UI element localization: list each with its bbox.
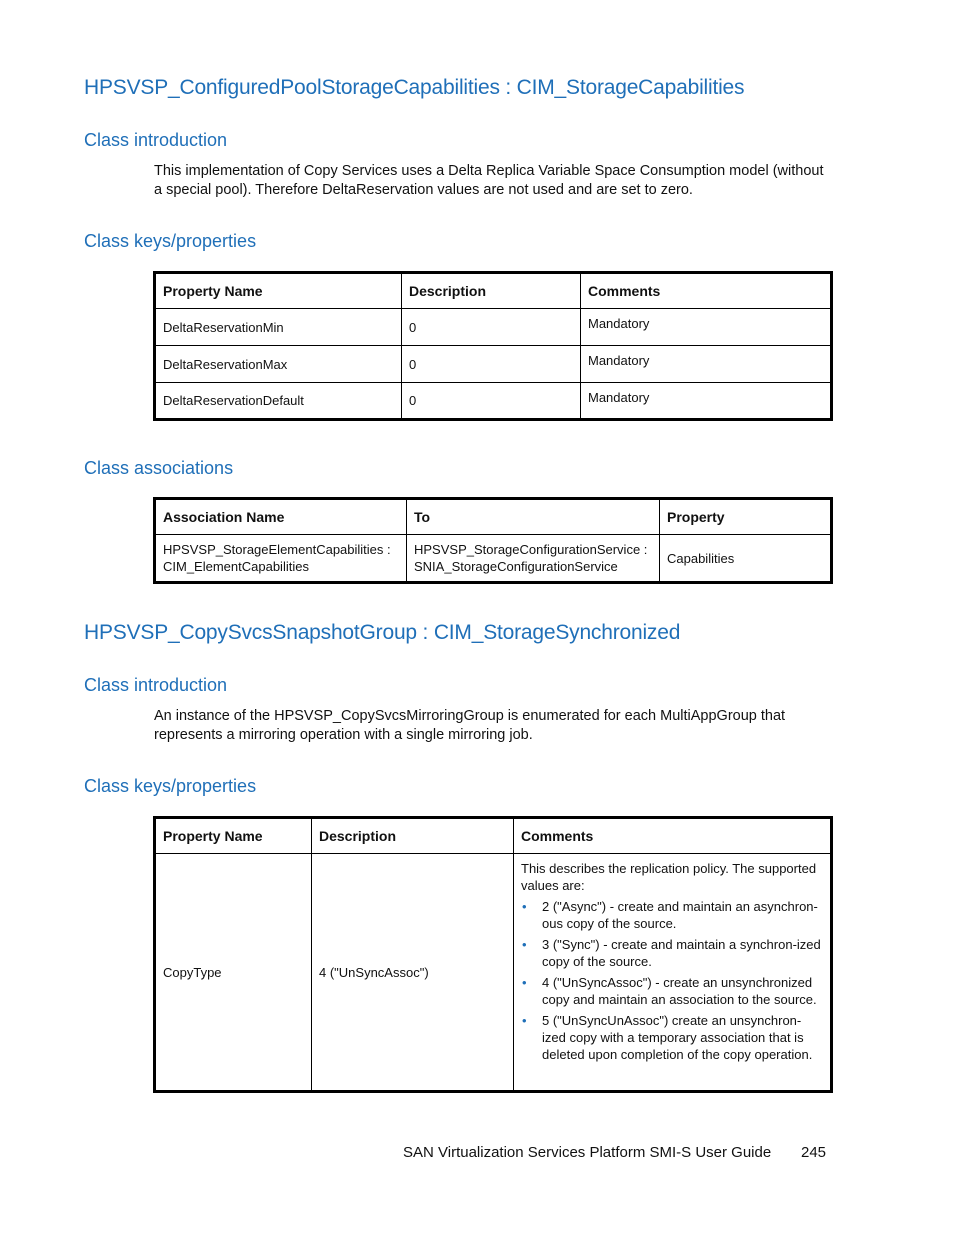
header-to: To	[407, 499, 660, 535]
table-row	[155, 383, 832, 420]
footer-page-number: 245	[801, 1144, 827, 1161]
list-item: • 5 ("UnSyncUnAssoc") create an unsynchron-ized copy with a temporary association that is deleted upon completion of the copy operation.	[522, 1013, 813, 1062]
property-cell: Capabilities	[660, 535, 832, 583]
property-name-cell: DeltaReservationMin	[155, 309, 402, 346]
bullet-icon: •	[522, 937, 527, 952]
header-description: Description	[402, 273, 581, 309]
header-property: Property	[660, 499, 832, 535]
comments-intro: This describes the replication policy. The supported values are:	[521, 861, 817, 893]
bullet-icon: •	[522, 975, 527, 990]
property-name-cell: CopyType	[155, 854, 312, 1092]
table-row	[155, 535, 832, 583]
to-cell: HPSVSP_StorageConfigurationService : SNIA_StorageConfigurationService	[407, 535, 660, 583]
class-introduction-heading: Class introduction	[84, 675, 228, 695]
description-cell: 0	[402, 383, 581, 420]
table-header-row	[155, 273, 832, 309]
bullet-icon: •	[522, 1013, 527, 1028]
section-title-configured-pool: HPSVSP_ConfiguredPoolStorageCapabilities : CIM_StorageCapabilities	[84, 76, 745, 99]
class-introduction-text: This implementation of Copy Services uses a Delta Replica Variable Space Consumption model (without a special pool). Therefore DeltaReservation values are not used and are set to zero.	[154, 163, 824, 198]
class-keys-table	[153, 816, 833, 1093]
table-row	[155, 309, 832, 346]
description-cell: 0	[402, 309, 581, 346]
table-header-row	[155, 818, 832, 854]
property-name-cell: DeltaReservationDefault	[155, 383, 402, 420]
list-item: • 2 ("Async") - create and maintain an asynchron-ous copy of the source.	[522, 899, 818, 931]
comments-cell: Mandatory	[581, 383, 832, 420]
footer-guide-title: SAN Virtualization Services Platform SMI-S User Guide	[403, 1144, 772, 1161]
comments-cell	[514, 854, 832, 1092]
copytype-values-list	[521, 898, 822, 1063]
class-associations-table	[153, 497, 833, 584]
table-header-row	[155, 499, 832, 535]
description-cell: 0	[402, 346, 581, 383]
comments-cell: Mandatory	[581, 309, 832, 346]
class-keys-table	[153, 271, 833, 421]
header-association-name: Association Name	[155, 499, 407, 535]
header-description: Description	[312, 818, 514, 854]
list-item: • 4 ("UnSyncAssoc") - create an unsynchronized copy and maintain an association to the source.	[522, 975, 817, 1007]
class-keys-heading: Class keys/properties	[84, 231, 257, 251]
class-keys-heading: Class keys/properties	[84, 776, 257, 796]
description-cell: 4 ("UnSyncAssoc")	[312, 854, 514, 1092]
header-property-name: Property Name	[155, 818, 312, 854]
bullet-icon: •	[522, 899, 527, 914]
class-introduction-text: An instance of the HPSVSP_CopySvcsMirroringGroup is enumerated for each MultiAppGroup that represents a mirroring operation with a single mirroring job.	[154, 708, 786, 743]
section-title-copysvcs-snapshot-group: HPSVSP_CopySvcsSnapshotGroup : CIM_StorageSynchronized	[84, 621, 681, 644]
class-associations-heading: Class associations	[84, 458, 234, 478]
header-comments: Comments	[581, 273, 832, 309]
table-row	[155, 346, 832, 383]
association-name-cell: HPSVSP_StorageElementCapabilities : CIM_ElementCapabilities	[155, 535, 407, 583]
header-property-name: Property Name	[155, 273, 402, 309]
list-item: • 3 ("Sync") - create and maintain a synchron-ized copy of the source.	[522, 937, 821, 969]
property-name-cell: DeltaReservationMax	[155, 346, 402, 383]
class-introduction-heading: Class introduction	[84, 130, 228, 150]
table-row	[155, 854, 832, 1092]
header-comments: Comments	[514, 818, 832, 854]
comments-cell: Mandatory	[581, 346, 832, 383]
